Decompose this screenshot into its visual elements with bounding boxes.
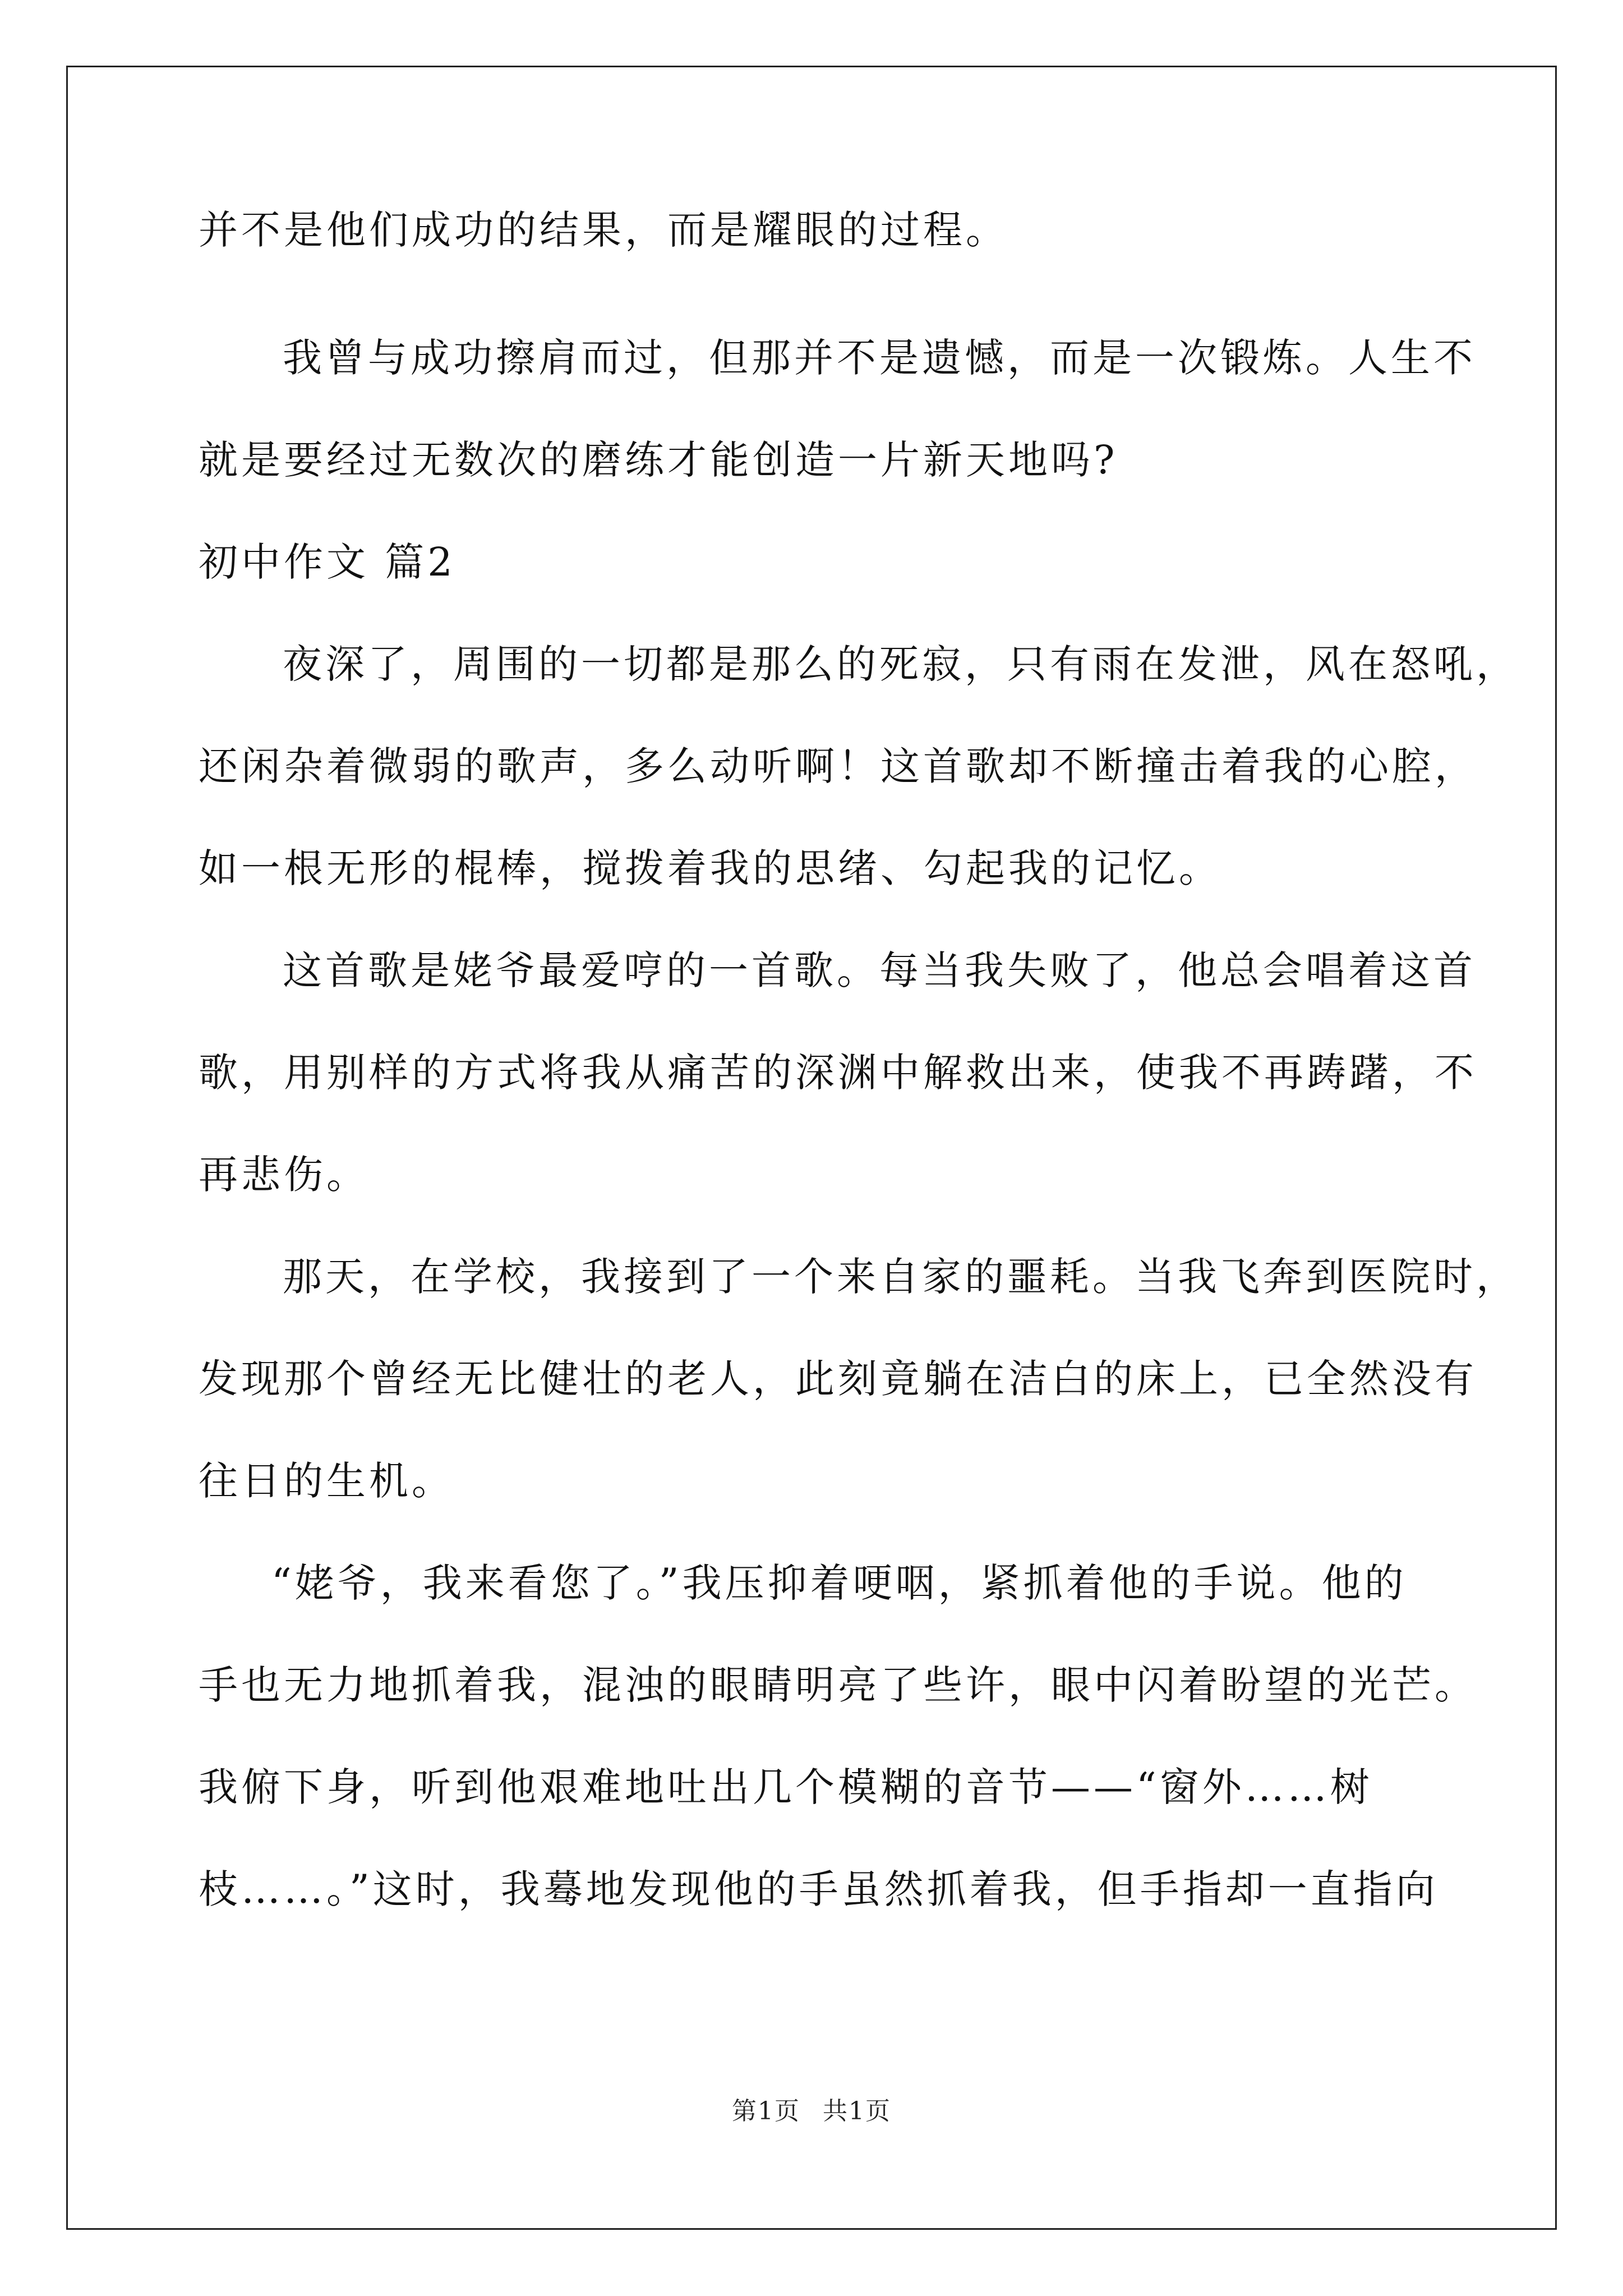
- page-footer: [0, 2095, 1623, 2128]
- paragraph-line: 这首歌是姥爷最爱哼的一首歌。每当我失败了，他总会唱着这首: [283, 947, 1476, 993]
- page-total: 共1页: [823, 2097, 891, 2125]
- paragraph-line: 手也无力地抓着我，混浊的眼睛明亮了些许，眼中闪着盼望的光芒。: [199, 1662, 1477, 1708]
- paragraph-line: 往日的生机。: [199, 1458, 454, 1504]
- paragraph-line: “姥爷，我来看您了。”我压抑着哽咽，紧抓着他的手说。他的: [271, 1560, 1407, 1606]
- paragraph-line: 我俯下身，听到他艰难地吐出几个模糊的音节——“窗外……树: [199, 1764, 1373, 1810]
- paragraph-line: 枝……。”这时，我蓦地发现他的手虽然抓着我，但手指却一直指向: [199, 1866, 1438, 1912]
- paragraph-line: 并不是他们成功的结果，而是耀眼的过程。: [199, 207, 1008, 253]
- paragraph-line: 再悲伤。: [199, 1152, 369, 1198]
- paragraph-line: 还闲杂着微弱的歌声，多么动听啊！这首歌却不断撞击着我的心腔，: [199, 743, 1477, 789]
- section-heading: 初中作文 篇2: [199, 539, 456, 585]
- paragraph-line: 如一根无形的棍棒，搅拨着我的思绪、勾起我的记忆。: [199, 845, 1221, 891]
- paragraph-line: 发现那个曾经无比健壮的老人，此刻竟躺在洁白的床上，已全然没有: [199, 1356, 1477, 1402]
- page-number: 第1页: [732, 2097, 800, 2125]
- paragraph-line: 夜深了，周围的一切都是那么的死寂，只有雨在发泄，风在怒吼，: [283, 641, 1519, 687]
- paragraph-line: 歌，用别样的方式将我从痛苦的深渊中解救出来，使我不再踌躇，不: [199, 1050, 1477, 1096]
- paragraph-line: 我曾与成功擦肩而过，但那并不是遗憾，而是一次锻炼。人生不: [283, 335, 1476, 381]
- paragraph-line: 就是要经过无数次的磨练才能创造一片新天地吗?: [199, 437, 1118, 483]
- paragraph-line: 那天，在学校，我接到了一个来自家的噩耗。当我飞奔到医院时，: [283, 1254, 1519, 1300]
